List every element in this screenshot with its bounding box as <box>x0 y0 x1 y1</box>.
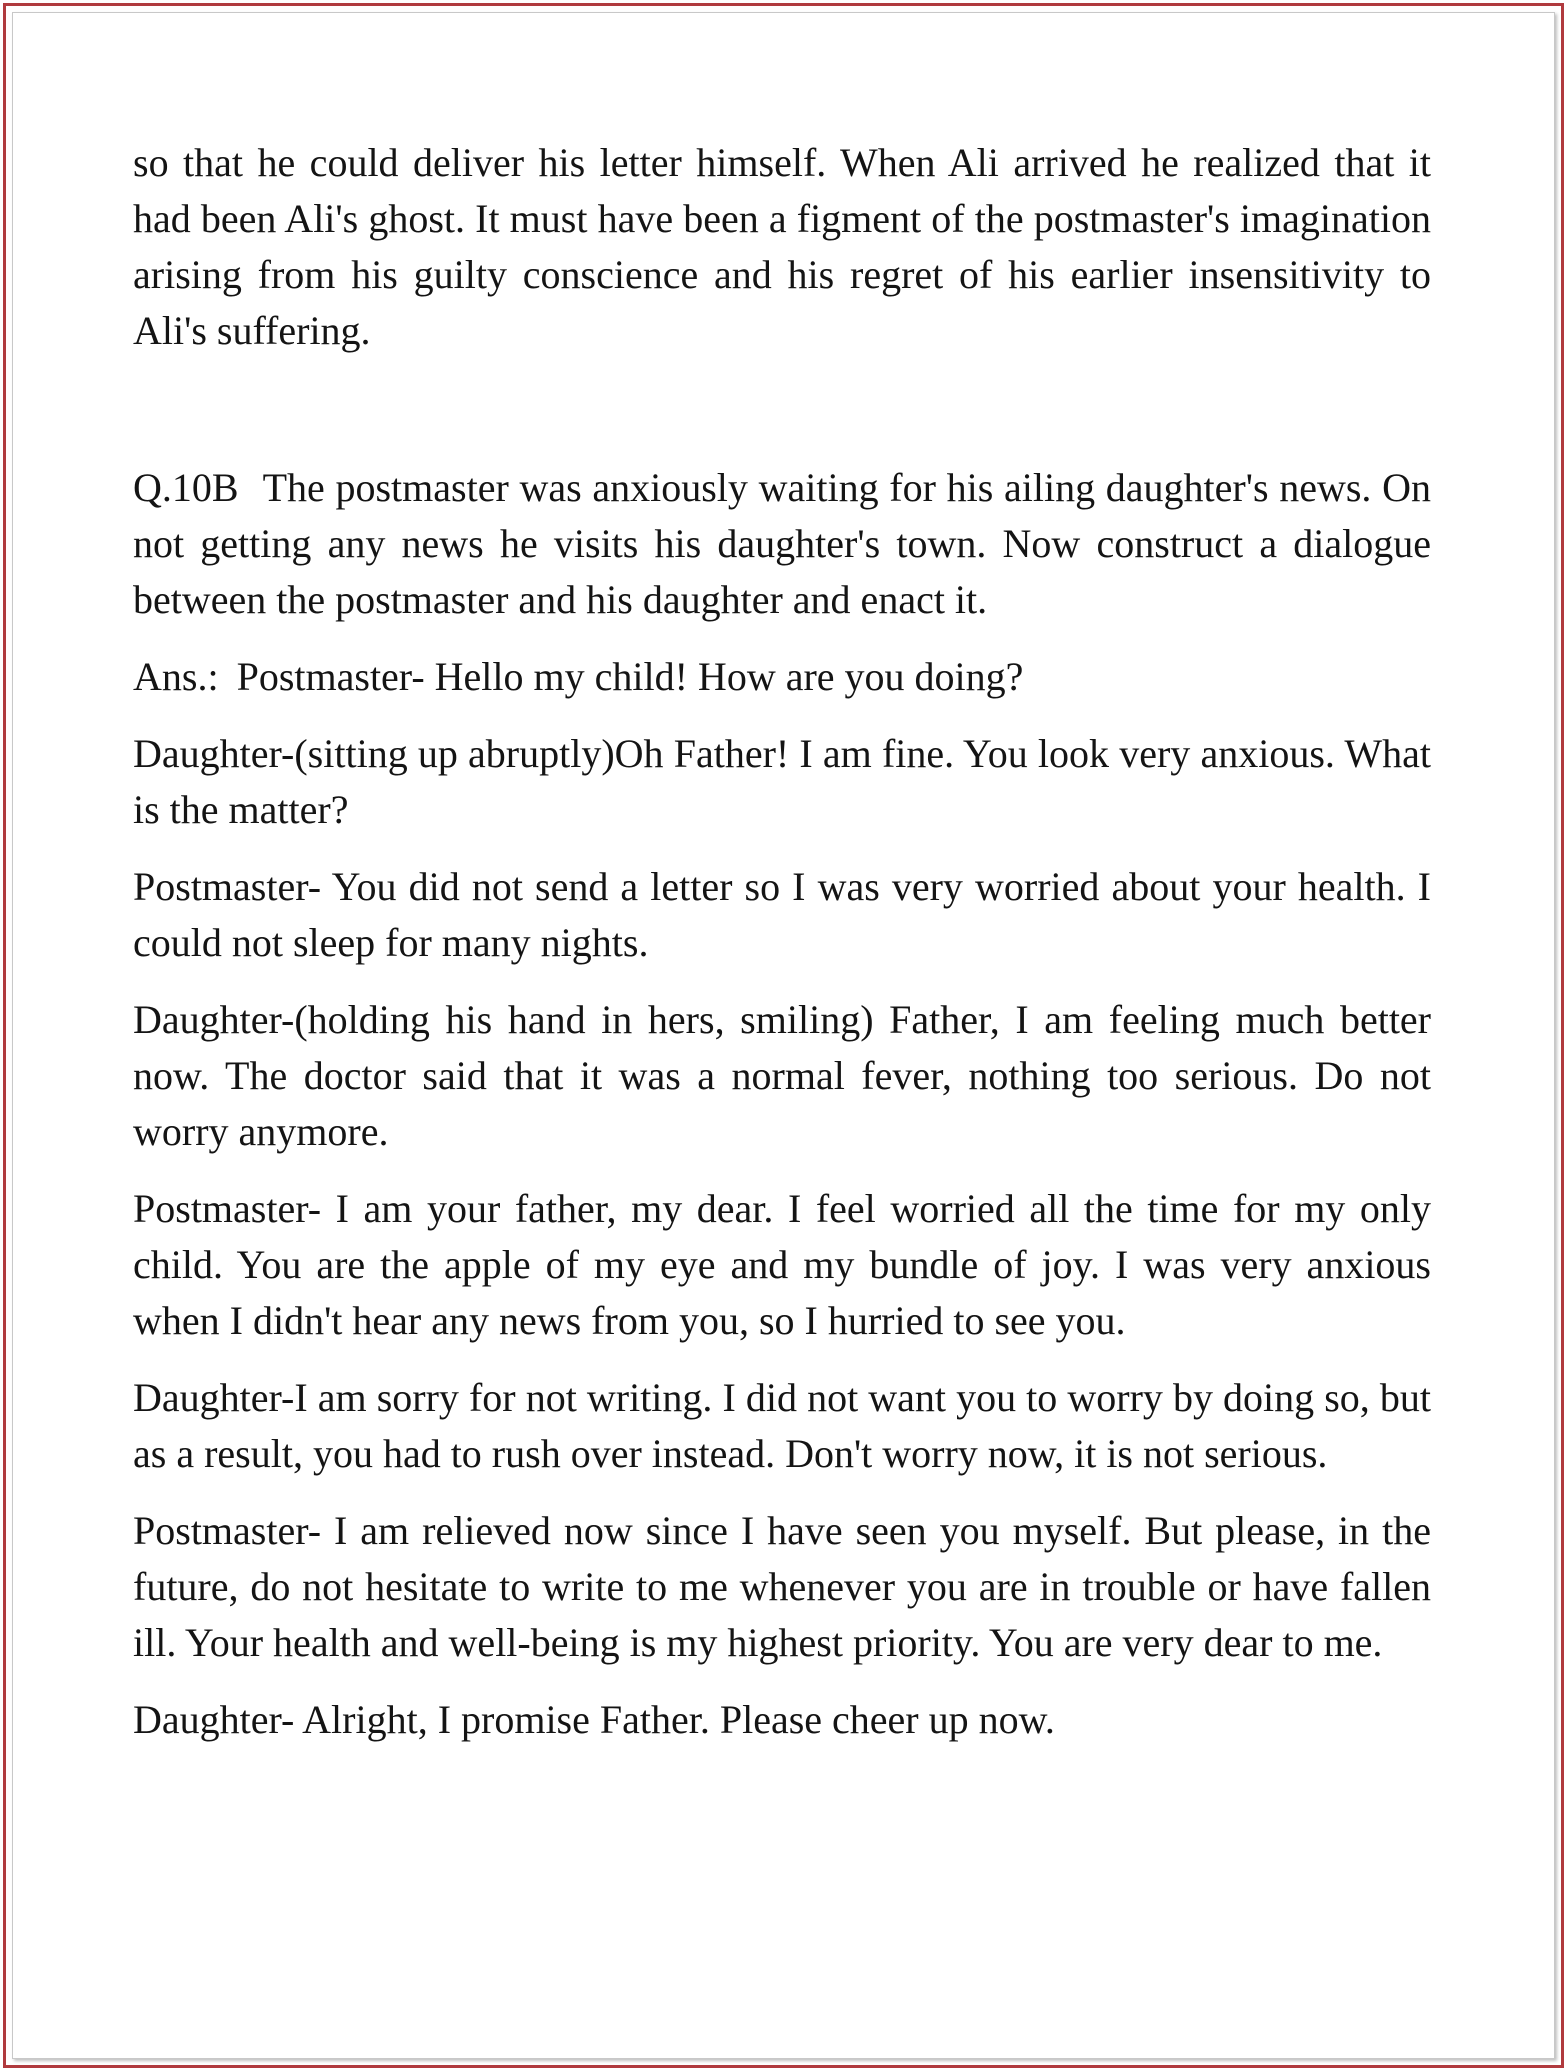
question-paragraph <box>133 460 1431 628</box>
dialogue-line: Daughter-I am sorry for not writing. I did not want you to worry by doing so, but as a result, you had to rush over instead. Don't worry now, it is not serious. <box>133 1375 1431 1476</box>
document-body <box>133 135 1431 1748</box>
dialogue-line: Daughter-(holding his hand in hers, smiling) Father, I am feeling much better now. The doctor said that it was a normal fever, nothing too serious. Do not worry anymore. <box>133 997 1431 1154</box>
answer-label: Ans.: <box>133 654 219 699</box>
dialogue-line: Daughter-(sitting up abruptly)Oh Father! I am fine. You look very anxious. What is the matter? <box>133 731 1431 832</box>
question-label: Q.10B <box>133 465 239 510</box>
dialogue-line: Postmaster- I am your father, my dear. I feel worried all the time for my only child. You are the apple of my eye and my bundle of joy. I was very anxious when I didn't hear any news from you, so I hurried to see you. <box>133 1186 1431 1343</box>
continuation-paragraph: so that he could deliver his letter himself. When Ali arrived he realized that it had been Ali's ghost. It must have been a figment of the postmaster's imagination arising from his guilty conscience and his regret of his earlier insensitivity to Ali's suffering. <box>133 140 1431 353</box>
question-text: The postmaster was anxiously waiting for his ailing daughter's news. On not getting any news he visits his daughter's town. Now construct a dialogue between the postmaster and his daughter and enact it. <box>133 465 1431 622</box>
answer-text: Postmaster- Hello my child! How are you doing? <box>236 654 1024 699</box>
dialogue-line: Postmaster- I am relieved now since I have seen you myself. But please, in the future, do not hesitate to write to me whenever you are in trouble or have fallen ill. Your health and well-being is my highest priority. You are very dear to me. <box>133 1508 1431 1665</box>
dialogue-line: Daughter- Alright, I promise Father. Please cheer up now. <box>133 1697 1055 1742</box>
answer-paragraph <box>133 649 1431 705</box>
dialogue-line: Postmaster- You did not send a letter so I was very worried about your health. I could not sleep for many nights. <box>133 864 1431 965</box>
